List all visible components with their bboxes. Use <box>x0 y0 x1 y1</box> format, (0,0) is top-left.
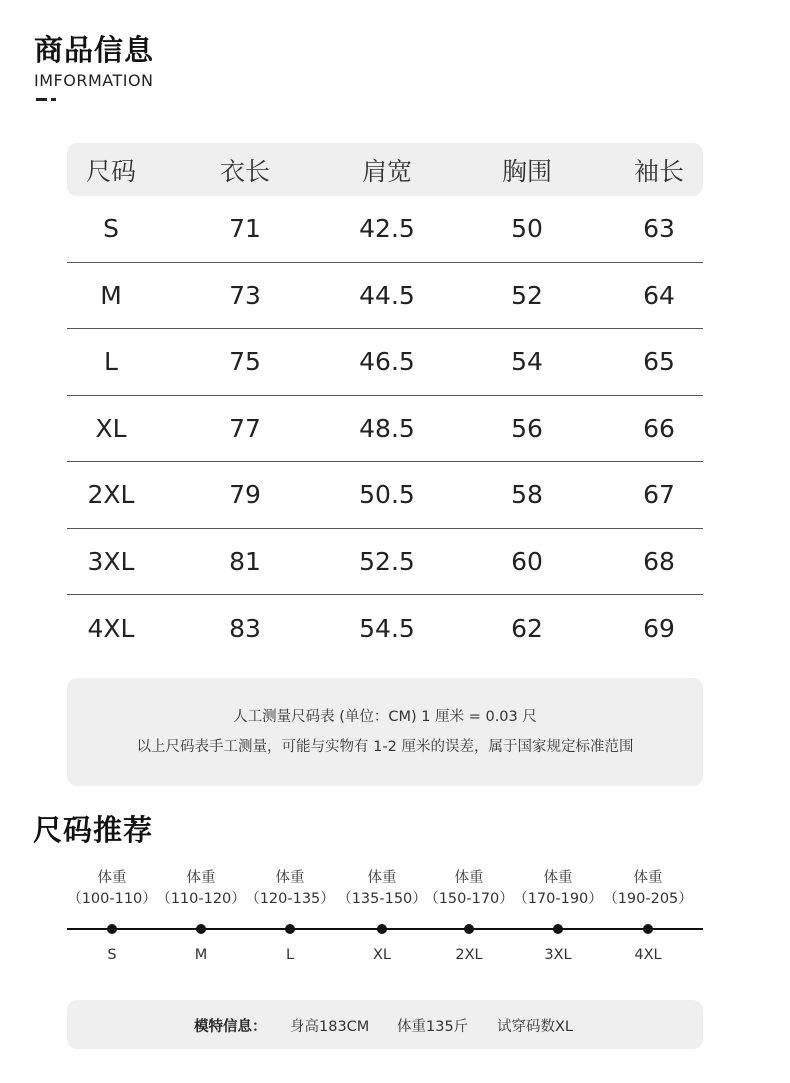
stop-range: （135-150） <box>337 891 427 907</box>
header-length: 衣长 <box>219 156 270 186</box>
cell-sleeve: 64 <box>643 280 675 310</box>
cell-size: M <box>100 280 122 310</box>
stop-size: XL <box>372 947 391 963</box>
header-chest: 胸围 <box>501 156 552 186</box>
stop-size: 3XL <box>544 947 572 963</box>
measurement-note <box>67 678 703 786</box>
cell-length: 77 <box>229 413 261 443</box>
cell-chest: 54 <box>511 347 543 377</box>
table-row <box>67 263 703 330</box>
cell-chest: 52 <box>511 280 543 310</box>
page-subtitle: IMFORMATION <box>34 71 154 90</box>
cell-shoulder: 42.5 <box>359 214 415 244</box>
stop-dot <box>464 924 474 934</box>
stop-size: S <box>107 947 117 963</box>
stop-size: 4XL <box>634 947 662 963</box>
table-row <box>67 462 703 529</box>
stop-dot <box>377 924 387 934</box>
cell-sleeve: 68 <box>643 546 675 576</box>
cell-length: 71 <box>229 214 261 244</box>
cell-shoulder: 44.5 <box>359 280 415 310</box>
cell-shoulder: 46.5 <box>359 347 415 377</box>
stop-label: 体重 <box>367 870 397 886</box>
recommendation-title: 尺码推荐 <box>33 813 154 847</box>
cell-length: 79 <box>229 480 261 510</box>
table-row <box>67 595 703 662</box>
cell-sleeve: 65 <box>643 347 675 377</box>
model-info <box>67 1000 703 1049</box>
cell-chest: 58 <box>511 480 543 510</box>
stop-label: 体重 <box>186 870 216 886</box>
model-height: 身高183CM <box>290 1019 370 1035</box>
stop-dot <box>285 924 295 934</box>
stop-range: （120-135） <box>245 891 335 907</box>
cell-chest: 50 <box>511 214 543 244</box>
stop-range: （170-190） <box>513 891 603 907</box>
cell-size: XL <box>95 413 127 443</box>
cell-shoulder: 50.5 <box>359 480 415 510</box>
stop-dot <box>553 924 563 934</box>
stop-size: L <box>285 947 295 963</box>
stop-size: 2XL <box>455 947 483 963</box>
size-table <box>67 143 703 662</box>
stop-range: （110-120） <box>156 891 246 907</box>
cell-length: 81 <box>229 546 261 576</box>
stop-dot <box>643 924 653 934</box>
cell-size: 3XL <box>87 546 135 576</box>
cell-shoulder: 48.5 <box>359 413 415 443</box>
header-sleeve: 袖长 <box>633 156 684 186</box>
cell-chest: 62 <box>511 613 543 643</box>
header-size: 尺码 <box>85 156 136 186</box>
cell-length: 75 <box>229 347 261 377</box>
model-info-label: 模特信息： <box>194 1019 267 1035</box>
cell-sleeve: 63 <box>643 214 675 244</box>
stop-label: 体重 <box>275 870 305 886</box>
size-table-header <box>67 143 703 196</box>
note-disclaimer: 以上尺码表手工测量，可能与实物有 1-2 厘米的误差，属于国家规定标准范围 <box>136 739 634 755</box>
stop-label: 体重 <box>543 870 573 886</box>
header-shoulder: 肩宽 <box>361 156 412 186</box>
cell-size: L <box>104 347 118 377</box>
cell-shoulder: 54.5 <box>359 613 415 643</box>
stop-range: （150-170） <box>424 891 514 907</box>
cell-size: S <box>103 214 119 244</box>
stop-label: 体重 <box>633 870 663 886</box>
stop-label: 体重 <box>97 870 127 886</box>
size-recommendation-scale <box>67 868 703 968</box>
stop-range: （190-205） <box>603 891 693 907</box>
stop-dot <box>107 924 117 934</box>
note-unit: 人工测量尺码表 (单位：CM) 1 厘米 = 0.03 尺 <box>233 709 537 725</box>
model-fit-size: 试穿码数XL <box>497 1019 574 1035</box>
table-row <box>67 329 703 396</box>
cell-length: 73 <box>229 280 261 310</box>
cell-chest: 56 <box>511 413 543 443</box>
model-weight: 体重135斤 <box>397 1019 469 1035</box>
table-row <box>67 529 703 596</box>
scale-stop <box>593 868 703 963</box>
cell-size: 4XL <box>87 613 135 643</box>
stop-range: （100-110） <box>67 891 157 907</box>
cell-sleeve: 67 <box>643 480 675 510</box>
page-title: 商品信息 <box>34 33 155 67</box>
cell-shoulder: 52.5 <box>359 546 415 576</box>
cell-size: 2XL <box>87 480 135 510</box>
stop-size: M <box>194 947 208 963</box>
cell-sleeve: 69 <box>643 613 675 643</box>
stop-label: 体重 <box>454 870 484 886</box>
cell-length: 83 <box>229 613 261 643</box>
stop-dot <box>196 924 206 934</box>
title-decoration <box>36 98 58 104</box>
table-row <box>67 396 703 463</box>
cell-chest: 60 <box>511 546 543 576</box>
cell-sleeve: 66 <box>643 413 675 443</box>
table-row <box>67 196 703 263</box>
